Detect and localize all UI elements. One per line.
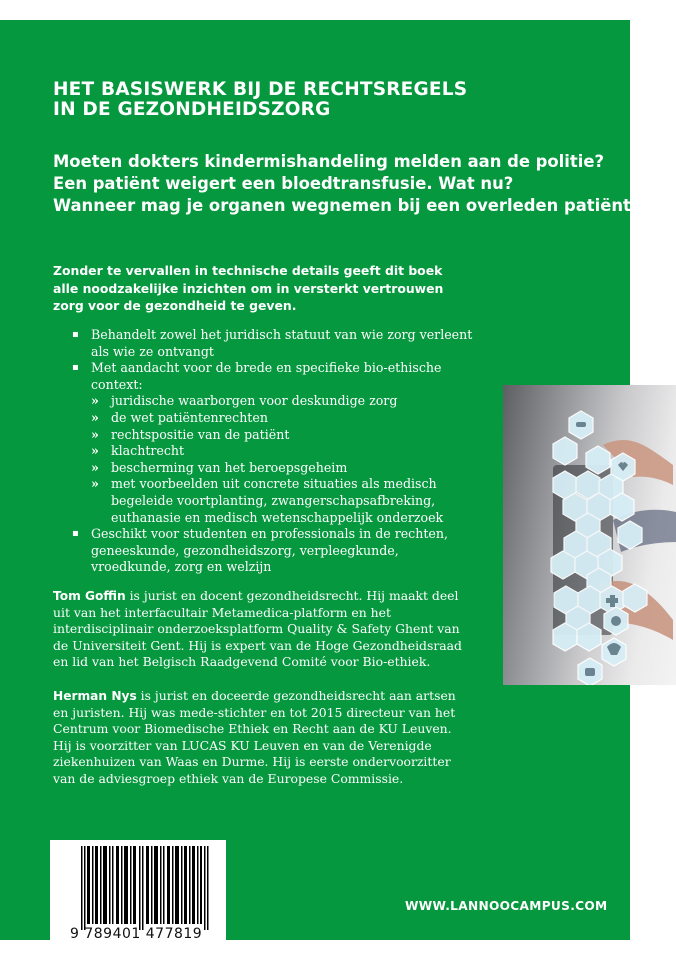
double-chevron-icon: » <box>91 409 99 425</box>
feature-text: Geschikt voor studenten en professionals in de rechten, geneeskunde, gezondheidszorg, verpleegkunde, vroedkunde, zorg en welzijn <box>91 526 448 575</box>
bullet-icon: ▪ <box>72 528 79 540</box>
feature-list <box>53 327 473 576</box>
sub-feature-text: bescherming van het beroepsgeheim <box>111 459 348 475</box>
key-questions <box>53 151 640 217</box>
feature-text: Behandelt zowel het juridisch statuut van wie zorg verleent als wie ze ontvangt <box>91 327 473 359</box>
question-3: Wanneer mag je organen wegnemen bij een overleden patiënt? <box>53 196 641 215</box>
author-name: Tom Goffin <box>53 589 126 603</box>
author-name: Herman Nys <box>53 689 137 703</box>
sub-feature-item <box>91 427 473 444</box>
feature-item <box>53 360 473 526</box>
sub-feature-item <box>91 476 473 526</box>
sub-feature-list <box>91 393 473 526</box>
bullet-icon: ▪ <box>72 362 79 374</box>
sub-feature-text: met voorbeelden uit concrete situaties als medisch begeleide voortplanting, zwangerschapsafbreking, euthanasie en medisch wetenschappelijk onderzoek <box>111 476 444 525</box>
sub-feature-text: juridische waarborgen voor deskundige zorg <box>111 393 398 409</box>
heading-line-1: HET BASISWERK BIJ DE RECHTSREGELS <box>53 79 468 100</box>
sub-feature-item <box>91 410 473 427</box>
sub-feature-text: de wet patiëntenrechten <box>111 409 268 425</box>
sub-feature-item <box>91 460 473 477</box>
cover-heading <box>53 80 467 120</box>
hexagon-icons-illustration <box>503 385 676 685</box>
author-bio-text: is jurist en doceerde gezondheidsrecht aan artsen en juristen. Hij was mede-stichter en tot 2015 directeur van het Centrum voor Biomedische Ethiek en Recht aan de KU Leuven. Hij is voorzitter van LUCAS KU Leuven en van de Verenigde ziekenhuizen van Waas en Durme. Hij is eerste ondervoorzitter van de adviesgroep ethiek van de Europese Commissie. <box>53 688 456 786</box>
question-2: Een patiënt weigert een bloedtransfusie. Wat nu? <box>53 174 514 193</box>
feature-text: Met aandacht voor de brede en specifieke bio-ethische context: <box>91 360 442 392</box>
double-chevron-icon: » <box>91 443 99 459</box>
medical-icons-photo <box>503 385 676 685</box>
barcode-bars <box>81 846 209 930</box>
isbn-barcode <box>50 840 226 960</box>
double-chevron-icon: » <box>91 476 99 492</box>
double-chevron-icon: » <box>91 459 99 475</box>
sub-feature-text: klachtrecht <box>111 443 185 459</box>
sub-feature-item <box>91 443 473 460</box>
author-bio-tom-goffin <box>53 588 473 671</box>
publisher-url[interactable]: WWW.LANNOOCAMPUS.COM <box>405 899 608 913</box>
sub-feature-text: rechtspositie van de patiënt <box>111 426 290 442</box>
double-chevron-icon: » <box>91 393 99 409</box>
intro-text: Zonder te vervallen in technische details geeft dit boek alle noodzakelijke inzichten om in versterkt vertrouwen zorg voor de gezondheid te geven. <box>53 263 444 313</box>
feature-item <box>53 327 473 360</box>
feature-item <box>53 526 473 576</box>
question-1: Moeten dokters kindermishandeling melden aan de politie? <box>53 152 604 171</box>
bullet-icon: ▪ <box>72 329 79 340</box>
sub-feature-item <box>91 393 473 410</box>
author-bio-text: is jurist en docent gezondheidsrecht. Hij maakt deel uit van het interfacultair Metamedica-platform en het interdisciplinair onderzoeksplatform Quality & Safety Ghent van de Universiteit Gent. Hij is expert van de Hoge Gezondheidsraad en lid van het Belgisch Raadgevend Comité voor Bio-ethiek. <box>53 588 462 670</box>
double-chevron-icon: » <box>91 426 99 442</box>
author-bio-herman-nys <box>53 688 473 788</box>
heading-line-2: IN DE GEZONDHEIDSZORG <box>53 99 331 120</box>
isbn-number: 9 789401 477819 <box>70 926 203 942</box>
